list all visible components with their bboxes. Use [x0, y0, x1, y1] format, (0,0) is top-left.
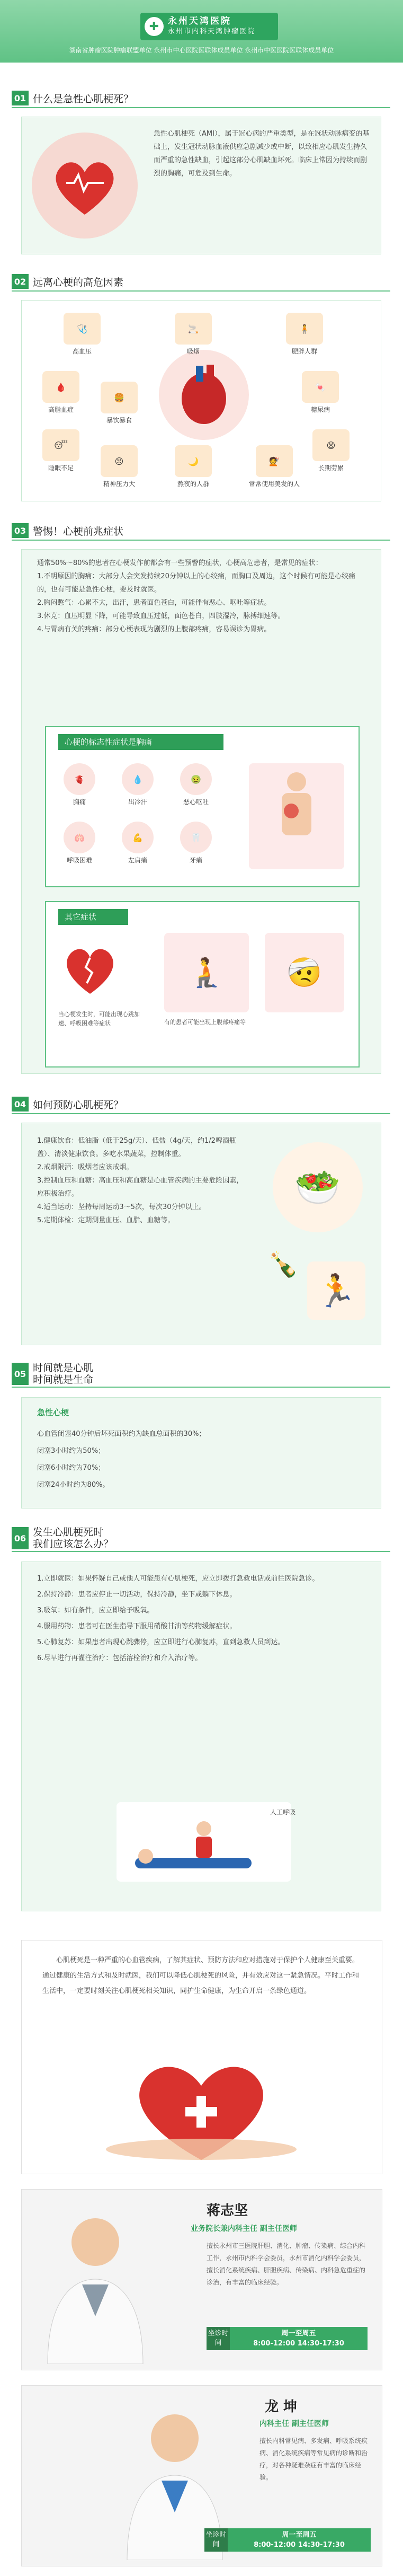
cpr-label: 人工呼吸: [270, 1809, 296, 1816]
doctor-2-bio: 擅长内科常见病、多发病、呼吸系统疾病、消化系统疾病等常见病的诊断和治疗，对各种疑难杂症有丰富的临床经验。: [259, 2437, 368, 2481]
fatigue-icon: 😫: [312, 429, 350, 461]
doctor-1-times: 8:00-12:00 14:30-17:30: [253, 2340, 344, 2348]
section-title-04: [12, 1095, 390, 1114]
cigarette-icon: 🚬: [175, 313, 212, 345]
section-number: 02: [12, 274, 29, 289]
heart-anatomy-image: [159, 350, 249, 440]
doctor-2-hours-label: 坐诊时间: [204, 2528, 228, 2552]
stomach-pain-figure: [265, 933, 344, 1012]
section-01-text: 急性心肌梗死（AMI），属于冠心病的严重类型，是在冠状动脉病变的基础上，发生冠状动脉血液供应急剧减少或中断，以致相应心肌发生持久而严重的急性缺血，引起这部分心肌缺血坏死。临床上常因为持续而剧烈的胸痛，可危及到生命。: [154, 130, 370, 178]
chest-pain-image: [32, 133, 138, 239]
doctor-2-times: 8:00-12:00 14:30-17:30: [254, 2541, 345, 2549]
symptom-dyspnea: 🫁 呼吸困难: [64, 822, 95, 864]
section-title-01: [12, 89, 390, 108]
risk-factor-hyperlipidemia: 🩸 高脂血症: [42, 371, 79, 414]
tooth-icon: 🦷: [180, 822, 212, 853]
section-title-02: [12, 272, 390, 292]
logo-main-text: 永州天鸿医院: [168, 16, 231, 27]
stress-icon: 😣: [101, 445, 138, 477]
exercise-image: [307, 1261, 365, 1320]
section-heading: 如何预防心肌梗死？: [33, 1099, 124, 1111]
broken-heart-image: [58, 933, 122, 1007]
obese-person-icon: 🧍: [286, 313, 323, 345]
body-pain-diagram: [249, 763, 344, 869]
symptom-toothache: 🦷 牙痛: [180, 822, 212, 864]
closing-text: 心肌梗死是一种严重的心血管疾病，了解其症状、预防方法和应对措施对于保护个人健康至关重要。通过健康的生活方式和及时就医，我们可以降低心肌梗死的风险，并有效应对这一紧急情况。平时工作和生活中，一定要时刻关注心肌梗死相关知识，同护生命健康，为生命开启一条绿色通道。: [42, 1956, 360, 1995]
section-06-text: 1.立即就医：如果怀疑自己或他人可能患有心肌梗死，应立即拨打急救电话或前往医院急诊。 2.保持冷静：患者应停止一切活动，保持冷静，坐下或躺下休息。 3.吸氧：如有条件，应立即给予吸氧。 4.服用药物：患者可在医生指导下服用硝酸甘油等药物缓解症状。 5.心肺复苏：如果患者出现心跳骤停，应立即进行心肺复苏，直到急救人员到达。 6.尽早进行再灌注治疗：包括溶栓治疗和介入治疗等。: [37, 1575, 319, 1662]
heart-hands-image: [79, 2046, 323, 2168]
ischemia-line: 心血管闭塞40分钟后坏死面积约为缺血总面积的30%；: [37, 1430, 206, 1438]
moon-icon: 🌙: [175, 445, 212, 477]
cpr-illustration: [117, 1802, 291, 1882]
exercise-icon: 🏃: [316, 1272, 356, 1310]
ischemia-line: 闭塞24小时约为80%。: [37, 1481, 110, 1489]
symptom-nausea: 🤢 恶心呕吐: [180, 763, 212, 806]
ischemia-line: 闭塞3小时约为50%；: [37, 1447, 105, 1455]
section-number: 04: [12, 1097, 29, 1111]
stomach-pain-icon: 🤕: [286, 956, 323, 989]
chest-pain-banner: 心梗的标志性症状是胸痛: [58, 734, 223, 750]
section-number: 05: [12, 1363, 29, 1385]
lungs-icon: 🫁: [64, 822, 95, 853]
doctor-1-bio: 擅长永州市三医院肝胆、消化、肿瘤、传染病、综合内科工作，永州市内科学会委员，永州市消化内科学会委员，擅长消化系统疾病、肝胆疾病、传染病、内科急危重症的诊治，有丰富的临床经验。: [207, 2242, 366, 2286]
risk-factor-smoking: 🚬 吸烟: [175, 313, 212, 356]
sugar-icon: 🍬: [302, 371, 339, 403]
heart-organ-icon: [169, 360, 238, 429]
symptom-shoulder-pain: 💪 左肩痛: [122, 822, 154, 864]
hair-dye-icon: 💇: [256, 445, 293, 477]
sweat-icon: 💧: [122, 763, 154, 795]
doctor-1-photo: [26, 2200, 164, 2364]
doctor-2-days: 周一至周五: [282, 2531, 317, 2539]
risk-factor-hair-dye: 💇 常常使用美发的人: [249, 445, 300, 488]
collapse-figure: [164, 933, 249, 1012]
ischemia-time-list: [37, 1426, 365, 1494]
risk-factor-diabetes: 🍬 糖尿病: [302, 371, 339, 414]
section-title-03: [12, 522, 390, 541]
heart-with-hands-icon: [90, 2049, 312, 2165]
vegetables-icon: 🥗: [294, 1165, 341, 1209]
heart-icon: [45, 146, 124, 225]
acute-mi-heading: 急性心梗: [37, 1408, 69, 1417]
doctor-2-name: 龙 坤: [265, 2399, 298, 2415]
section-title-05: [12, 1361, 390, 1388]
healthy-food-image: [273, 1142, 363, 1232]
section-heading: 远离心梗的高危因素: [33, 276, 124, 288]
doctor-2-hours: [228, 2528, 371, 2552]
section-03-text: 通常50%～80%的患者在心梗发作前都会有一些预警的症状，心梗高危患者，是常见的症状： 1.不明原因的胸痛：大部分人会突发持续20分钟以上的心绞痛，而胸口及周边，这个时候有可能是心绞痛的，也有可能是急性心梗，要及时就医。 2.胸闷憋气：心累不大，出汗，患者面色苍白，可能伴有恶心、呕吐等症状。 3.休克：血压明显下降，可能导致血压过低，面色苍白，四肢湿冷，脉搏细速等。 4.与胃病有关的疼痛：部分心梗表现为剧烈的上腹部疼痛，容易误诊为胃病。: [37, 559, 355, 633]
cross-icon: ✚: [145, 17, 164, 36]
section-heading: 警惕！心梗前兆症状: [33, 525, 124, 537]
doctor-portrait-icon: [37, 2205, 154, 2364]
section-number: 06: [12, 1527, 29, 1549]
alliance-banner: 湖南省肿瘤医院肿瘤联盟单位 永州市中心医院医联体成员单位 永州市中医医院医联体成员单位: [69, 47, 334, 54]
other-symptoms-note-2: 有的患者可能出现上腹部疼痛等: [164, 1019, 246, 1026]
broken-heart-icon: [61, 941, 119, 999]
risk-factor-hypertension: 🩺 高血压: [64, 313, 101, 356]
doctor-1-hours: [230, 2327, 368, 2350]
section-04-text: 1.健康饮食：低油脂（低于25g/天）、低盐（4g/天，约1/2啤酒瓶盖）、清淡健康饮食。多吃水果蔬菜，控制体重。 2.戒烟限酒：吸烟者应该戒烟。 3.控制血压和血糖：高血压和高血糖是心血管疾病的主要危险因素，应积极治疗。 4.适当运动：坚持每周运动3～5次，每次30分钟以上。 5.定期体检：定期测量血压、血脂、血糖等。: [37, 1137, 244, 1224]
risk-factor-late-night: 🌙 熬夜的人群: [175, 445, 212, 488]
cpr-icon: [124, 1807, 283, 1876]
other-symptoms-note-1: 当心梗发生时，可能出现心跳加速、呼吸困难等症状: [58, 1011, 140, 1027]
blood-vessel-icon: 🩸: [42, 371, 79, 403]
risk-factor-obesity: 🧍 肥胖人群: [286, 313, 323, 356]
doctor-1-days: 周一至周五: [281, 2330, 316, 2337]
chest-pain-figure-icon: 🫀: [64, 763, 95, 795]
doctor-1-name: 蒋志坚: [207, 2203, 248, 2219]
food-icon: 🍔: [101, 382, 138, 413]
no-alcohol-image: [265, 1243, 302, 1285]
logo-sub-text: 永州市内科天鸿肿瘤医院: [168, 28, 256, 36]
doctor-1-hours-label: 坐诊时间: [207, 2327, 230, 2350]
risk-factor-fatigue: 😫 长期劳累: [312, 429, 350, 472]
section-heading-line-2: 我们应该怎么办？: [33, 1538, 114, 1550]
wine-bottle-icon: 🍾: [268, 1249, 299, 1278]
section-number: 01: [12, 91, 29, 105]
nausea-icon: 🤢: [180, 763, 212, 795]
risk-factor-stress: 😣 精神压力大: [101, 445, 138, 488]
section-heading-line-1: 时间就是心肌: [33, 1362, 94, 1374]
hospital-logo: [140, 13, 278, 40]
section-heading-line-2: 时间就是生命: [33, 1374, 94, 1386]
symptom-chest-pain: 🫀 胸痛: [64, 763, 95, 806]
shoulder-icon: 💪: [122, 822, 154, 853]
section-heading: 什么是急性心肌梗死？: [33, 93, 134, 105]
symptom-cold-sweat: 💧 出冷汗: [122, 763, 154, 806]
other-symptoms-banner: 其它症状: [58, 909, 128, 925]
sleep-icon: 😴: [42, 429, 79, 461]
page-header: [0, 0, 403, 63]
risk-factor-overeating: 🍔 暴饮暴食: [101, 382, 138, 425]
section-title-06: [12, 1525, 390, 1552]
section-number: 03: [12, 523, 29, 538]
ischemia-line: 闭塞6小时约为70%；: [37, 1464, 105, 1472]
doctor-2-title: 内科主任 副主任医师: [259, 2420, 329, 2428]
section-heading-line-1: 发生心肌梗死时: [33, 1527, 104, 1538]
risk-factor-sleep: 😴 睡眠不足: [42, 429, 79, 472]
body-outline-icon: [265, 769, 328, 864]
blood-pressure-icon: 🩺: [64, 313, 101, 345]
doctor-1-title: 业务院长兼内科主任 副主任医师: [191, 2225, 297, 2233]
fainting-person-icon: 🧎: [189, 956, 225, 989]
